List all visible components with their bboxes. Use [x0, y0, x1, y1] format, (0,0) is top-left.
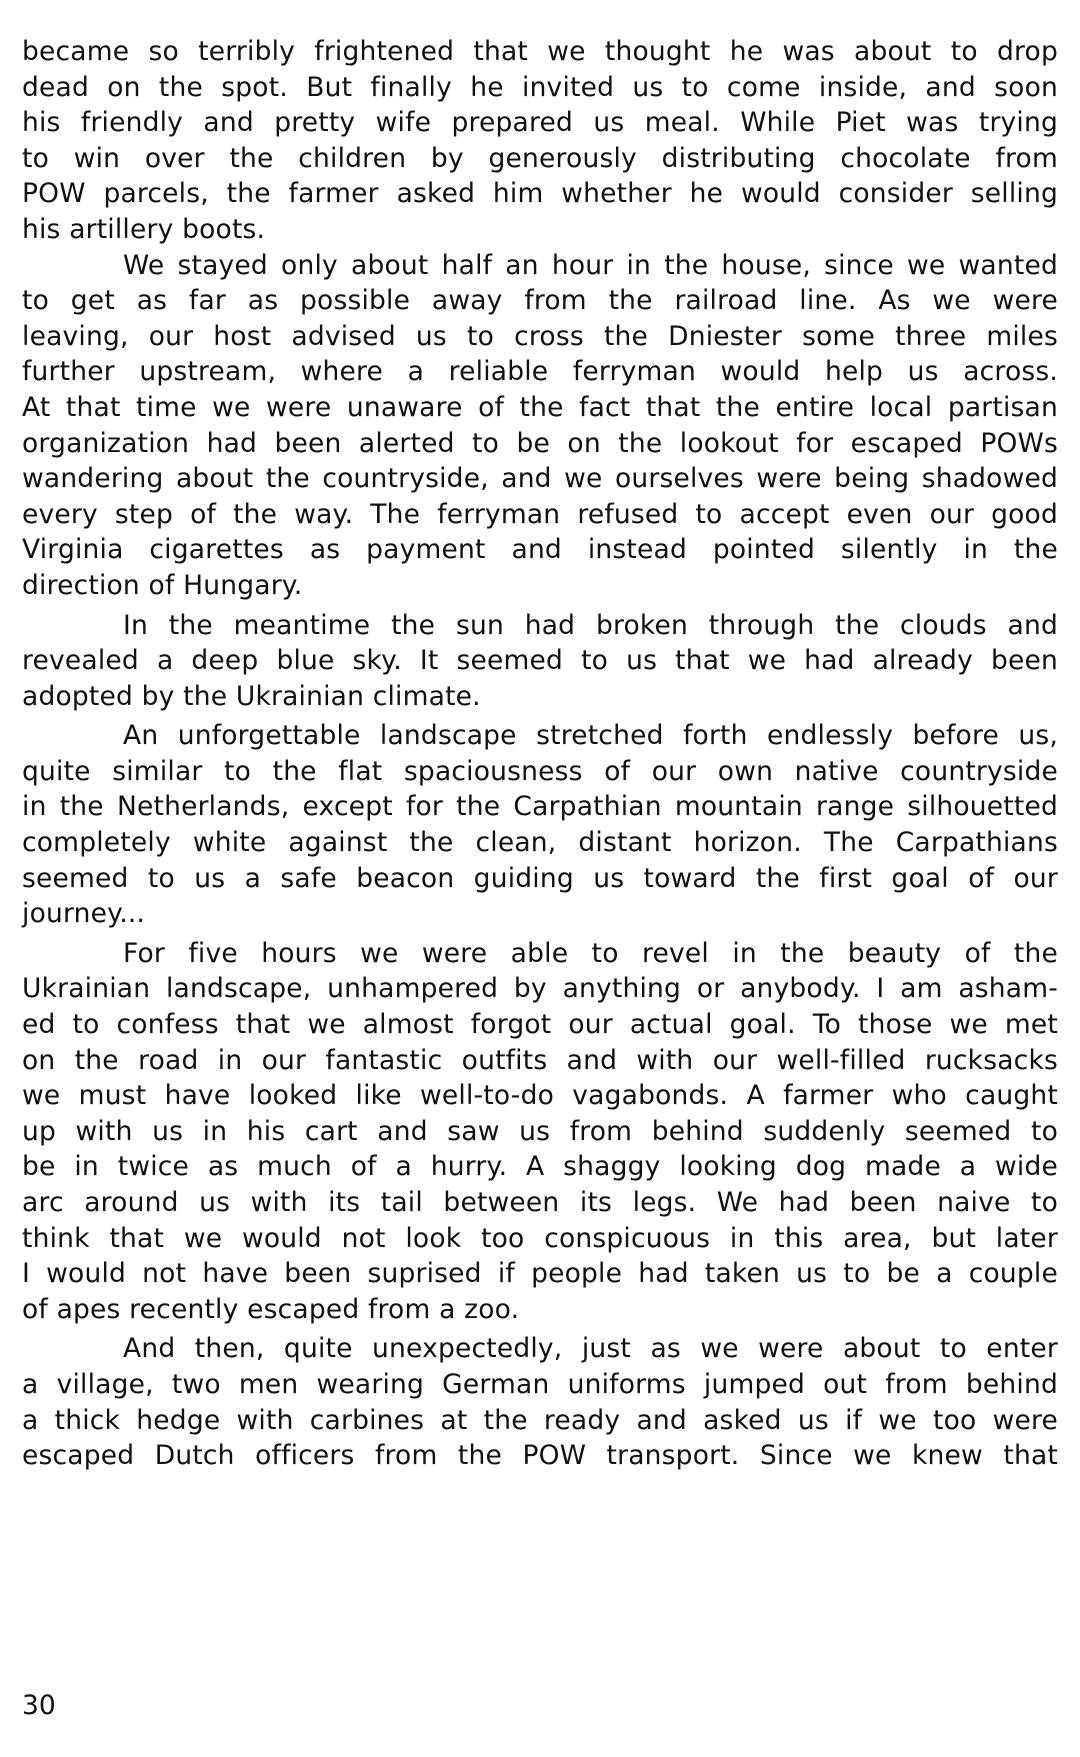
- text-line: POW parcels, the farmer asked him whether he would consider selling: [22, 178, 1058, 210]
- text-line: his friendly and pretty wife prepared us meal. While Piet was trying: [22, 107, 1058, 139]
- text-line: leaving, our host advised us to cross the Dniester some three miles: [22, 320, 1058, 352]
- text-line: adopted by the Ukrainian climate.: [22, 680, 481, 712]
- paragraph: [22, 718, 1058, 932]
- text-line: organization had been alerted to be on the lookout for escaped POWs: [22, 427, 1058, 459]
- text-line: ed to confess that we almost forgot our actual goal. To those we met: [22, 1009, 1058, 1041]
- page-body: [22, 34, 1058, 1474]
- text-line: became so terribly frightened that we thought he was about to drop: [22, 36, 1058, 67]
- paragraph: [22, 936, 1058, 1328]
- text-line: Virginia cigarettes as payment and instead pointed silently in the: [22, 534, 1058, 566]
- text-line: to get as far as possible away from the railroad line. As we were: [22, 285, 1058, 317]
- text-line: further upstream, where a reliable ferryman would help us across.: [22, 356, 1058, 388]
- text-line: escaped Dutch officers from the POW transport. Since we knew that: [22, 1440, 1058, 1472]
- text-line: of apes recently escaped from a zoo.: [22, 1293, 520, 1325]
- text-line: I would not have been suprised if people had taken us to be a couple: [22, 1258, 1058, 1290]
- text-line: a village, two men wearing German uniforms jumped out from behind: [22, 1368, 1058, 1400]
- text-line: completely white against the clean, distant horizon. The Carpathians: [22, 827, 1058, 859]
- text-line: up with us in his cart and saw us from behind suddenly seemed to: [22, 1115, 1058, 1147]
- text-line: quite similar to the flat spaciousness of our own native countryside: [22, 755, 1058, 787]
- text-line: journey...: [22, 898, 146, 930]
- text-line: For five hours we were able to revel in the beauty of the: [123, 937, 1058, 969]
- text-line: his artillery boots.: [22, 213, 266, 245]
- text-line: direction of Hungary.: [22, 569, 303, 601]
- text-line: to win over the children by generously distributing chocolate from: [22, 142, 1058, 174]
- text-line: dead on the spot. But finally he invited us to come inside, and soon: [22, 71, 1058, 103]
- text-line: arc around us with its tail between its legs. We had been naive to: [22, 1187, 1058, 1218]
- text-line: seemed to us a safe beacon guiding us toward the first goal of our: [22, 862, 1058, 894]
- text-line: we must have looked like well-to-do vagabonds. A farmer who caught: [22, 1080, 1058, 1112]
- text-line: a thick hedge with carbines at the ready and asked us if we too were: [22, 1404, 1058, 1436]
- text-line: At that time we were unaware of the fact that the entire local partisan: [22, 391, 1058, 423]
- text-line: We stayed only about half an hour in the house, since we wanted: [123, 249, 1058, 281]
- paragraph: [22, 34, 1058, 248]
- text-line: revealed a deep blue sky. It seemed to us that we had already been: [22, 645, 1058, 677]
- paragraph: [22, 608, 1058, 715]
- page-number: 30: [22, 1690, 56, 1721]
- text-line: in the Netherlands, except for the Carpathian mountain range silhouetted: [22, 791, 1058, 823]
- text-line: be in twice as much of a hurry. A shaggy looking dog made a wide: [22, 1151, 1058, 1183]
- text-line: And then, quite unexpectedly, just as we were about to enter: [123, 1333, 1058, 1365]
- paragraph: [22, 1331, 1058, 1473]
- text-line: on the road in our fantastic outfits and with our well-filled rucksacks: [22, 1044, 1058, 1076]
- text-line: wandering about the countryside, and we ourselves were being shadowed: [22, 463, 1058, 495]
- text-line: An unforgettable landscape stretched forth endlessly before us,: [123, 720, 1058, 752]
- text-line: every step of the way. The ferryman refused to accept even our good: [22, 498, 1058, 530]
- text-line: think that we would not look too conspicuous in this area, but later: [22, 1222, 1058, 1254]
- paragraph: [22, 248, 1058, 604]
- text-line: Ukrainian landscape, unhampered by anything or anybody. I am asham-: [22, 973, 1058, 1005]
- text-line: In the meantime the sun had broken through the clouds and: [123, 609, 1058, 641]
